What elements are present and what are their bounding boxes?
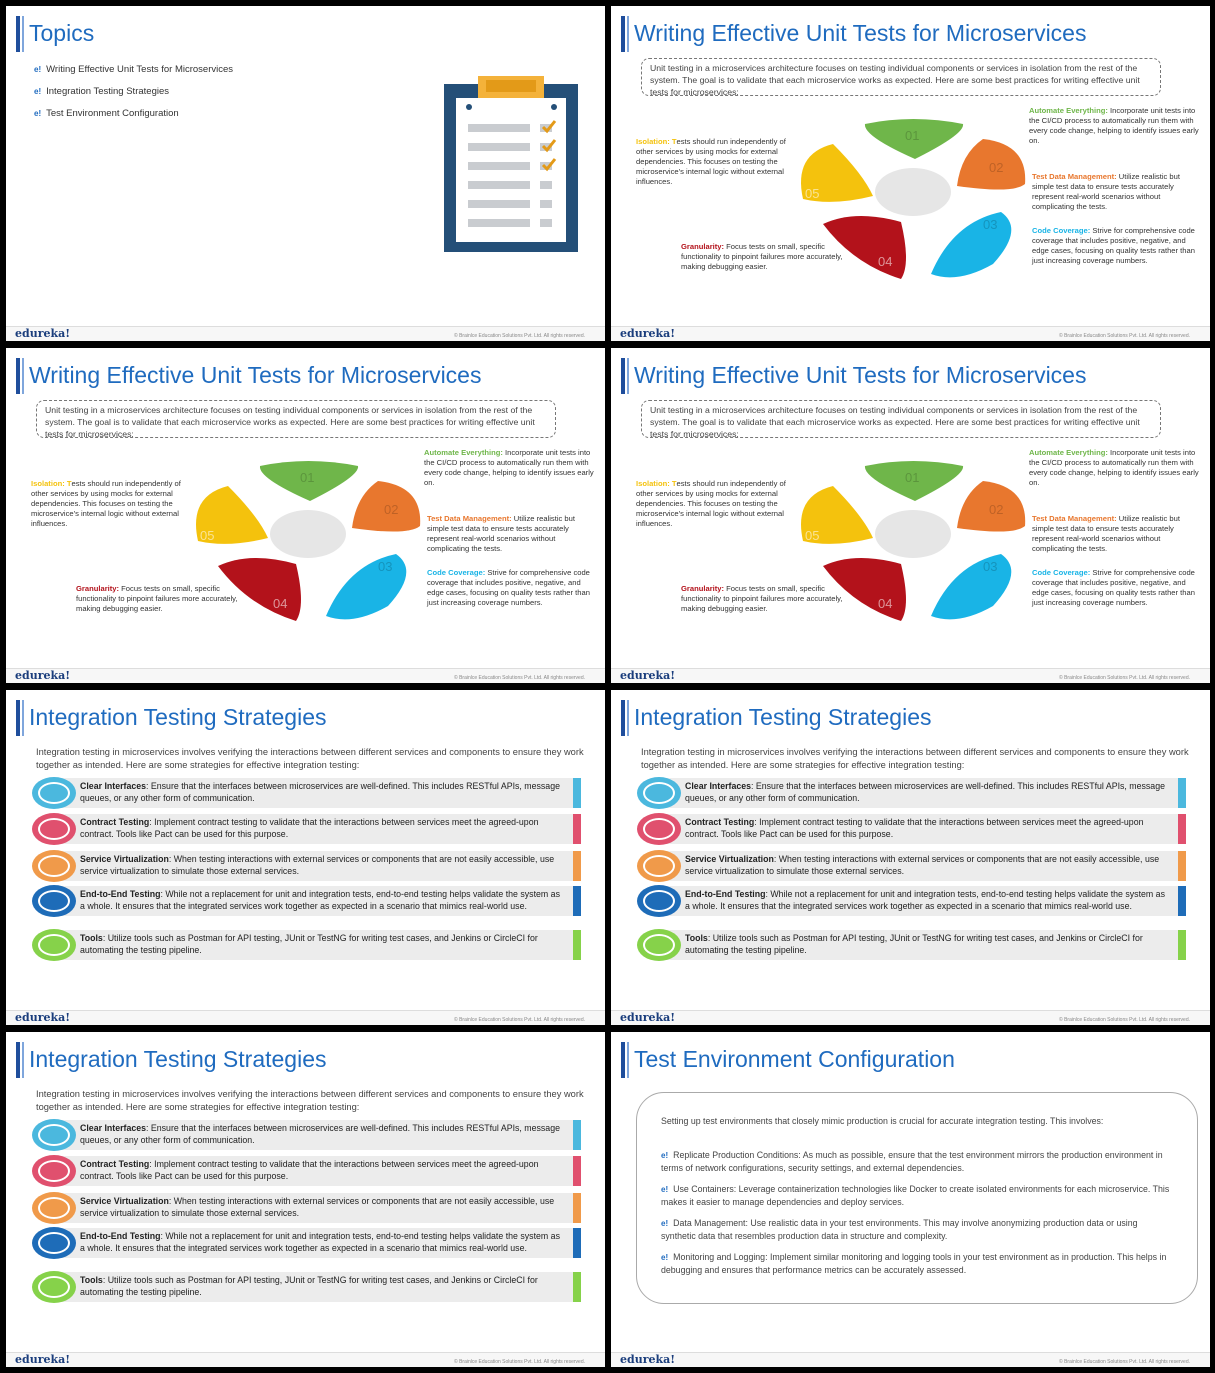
test-data-label: Test Data Management: Utilize realistic but simple test data to ensure tests accurately represent real-world scenarios without complicating the tests. xyxy=(1032,172,1180,211)
bullet-icon: e! xyxy=(661,1253,669,1262)
env-item: e! Monitoring and Logging: Implement similar monitoring and logging tools in your test environment as in production. This helps in debugging and ensures that performance metrics can be accurately assessed. xyxy=(661,1252,1167,1275)
ring-icon xyxy=(637,929,681,961)
petal-number: 03 xyxy=(983,559,998,574)
intro-text: Integration testing in microservices involves verifying the interactions between different services and components to ensure they work together as intended. Here are some strategies for effective integration testing: xyxy=(36,1089,584,1112)
env-item: e! Replicate Production Conditions: As much as possible, ensure that the test environment mirrors the production environment in terms of network configurations, security settings, and external dependencies. xyxy=(661,1150,1163,1173)
strategy-row xyxy=(32,928,581,962)
intro-box: Unit testing in a microservices architecture focuses on testing individual components or services in isolation from the rest of the system. The goal is to validate that each microservice works as expected. Here are some best practices for writing effective unit tests for microservices: xyxy=(36,400,556,438)
isolation-label: Isolation: Tests should run independently of other services by using mocks for external dependencies. This focuses on testing the microservice's internal logic without external influences. xyxy=(31,479,181,528)
ring-icon xyxy=(32,777,76,809)
petal-number: 01 xyxy=(300,470,315,485)
strategy-row xyxy=(32,1270,581,1304)
strategy-row xyxy=(32,884,581,918)
bullet-icon: e! xyxy=(34,87,42,96)
title-accent xyxy=(627,1042,629,1078)
petal-03 xyxy=(931,554,1011,619)
row-color-tab xyxy=(573,1272,581,1302)
strategy-text: Contract Testing: Implement contract testing to validate that the interactions between services meet the agreed-upon contract. Tools like Pact can be used for this purpose. xyxy=(80,817,539,839)
row-color-tab xyxy=(573,778,581,808)
copyright: © Brainlce Education Solutions Pvt. Ltd. All rights reserved. xyxy=(454,675,585,681)
edureka-logo: edureka! xyxy=(15,1353,71,1366)
copyright: © Brainlce Education Solutions Pvt. Ltd. All rights reserved. xyxy=(1059,675,1190,681)
title-accent xyxy=(22,358,24,394)
strategy-text: Contract Testing: Implement contract testing to validate that the interactions between services meet the agreed-upon contract. Tools like Pact can be used for this purpose. xyxy=(685,817,1144,839)
slide-test-environment[interactable] xyxy=(611,1032,1210,1367)
title-accent xyxy=(16,358,20,394)
footer xyxy=(6,668,605,683)
title-accent xyxy=(627,16,629,52)
intro-box: Unit testing in a microservices architecture focuses on testing individual components or services in isolation from the rest of the system. The goal is to validate that each microservice works as expected. Here are some best practices for writing effective unit tests for microservices: xyxy=(641,58,1161,96)
edureka-logo: edureka! xyxy=(15,327,71,340)
footer xyxy=(6,1352,605,1367)
petal-number: 01 xyxy=(905,470,920,485)
automate-label: Automate Everything: Incorporate unit tests into the CI/CD process to automatically run them with every code change, helping to identify issues early on. xyxy=(1029,448,1199,487)
copyright: © Brainlce Education Solutions Pvt. Ltd. All rights reserved. xyxy=(1059,1017,1190,1023)
strategy-text: Tools: Utilize tools such as Postman for API testing, JUnit or TestNG for writing test cases, and Jenkins or CircleCI for automating the testing pipeline. xyxy=(685,933,1143,955)
row-color-tab xyxy=(573,930,581,960)
strategy-row xyxy=(32,849,581,883)
copyright: © Brainlce Education Solutions Pvt. Ltd. All rights reserved. xyxy=(454,333,585,339)
strategy-row xyxy=(637,884,1186,918)
automate-label: Automate Everything: Incorporate unit tests into the CI/CD process to automatically run them with every code change, helping to identify issues early on. xyxy=(1029,106,1199,145)
copyright: © Brainlce Education Solutions Pvt. Ltd. All rights reserved. xyxy=(1059,333,1190,339)
petal-number: 01 xyxy=(905,128,920,143)
row-color-tab xyxy=(1178,930,1186,960)
strategy-row xyxy=(32,1118,581,1152)
slide-unit-tests[interactable] xyxy=(6,348,605,683)
slide-integration[interactable] xyxy=(611,690,1210,1025)
row-color-tab xyxy=(573,1193,581,1223)
petal-number: 04 xyxy=(878,596,893,611)
strategy-text: Service Virtualization: When testing interactions with external services or components that are not easily accessible, use service virtualization to simulate those external services. xyxy=(80,854,555,876)
granularity-label: Granularity: Focus tests on small, specific functionality to pinpoint failures more accurately, making debugging easier. xyxy=(76,584,238,613)
title-accent xyxy=(627,358,629,394)
coverage-label: Code Coverage: Strive for comprehensive code coverage that includes positive, negative, and edge cases, focusing on quality tests rather than just increasing coverage numbers. xyxy=(1032,226,1195,265)
ring-icon xyxy=(32,929,76,961)
test-data-label: Test Data Management: Utilize realistic but simple test data to ensure tests accurately represent real-world scenarios without complicating the tests. xyxy=(1032,514,1180,553)
title-accent xyxy=(22,1042,24,1078)
strategy-row xyxy=(32,812,581,846)
petal-number: 03 xyxy=(983,217,998,232)
ring-icon xyxy=(637,850,681,882)
title-accent xyxy=(621,1042,625,1078)
strategy-row xyxy=(637,776,1186,810)
edureka-logo: edureka! xyxy=(620,1353,676,1366)
coverage-label: Code Coverage: Strive for comprehensive code coverage that includes positive, negative, and edge cases, focusing on quality tests rather than just increasing coverage numbers. xyxy=(427,568,590,607)
title-accent xyxy=(621,16,625,52)
petal-number: 03 xyxy=(378,559,393,574)
petal-number: 02 xyxy=(989,502,1004,517)
title-accent xyxy=(22,16,24,52)
content-box xyxy=(636,1092,1198,1304)
ring-icon xyxy=(637,813,681,845)
footer xyxy=(611,1352,1210,1367)
title-accent xyxy=(16,1042,20,1078)
row-color-tab xyxy=(573,1228,581,1258)
slide-title: Test Environment Configuration xyxy=(634,1046,955,1072)
topic-item: e! Test Environment Configuration xyxy=(34,108,179,119)
topic-item: e! Integration Testing Strategies xyxy=(34,86,169,97)
ring-icon xyxy=(32,1155,76,1187)
row-color-tab xyxy=(1178,778,1186,808)
row-color-tab xyxy=(1178,886,1186,916)
intro-text: Integration testing in microservices involves verifying the interactions between different services and components to ensure they work together as intended. Here are some strategies for effective integration testing: xyxy=(641,747,1189,770)
petal-number: 04 xyxy=(273,596,288,611)
footer xyxy=(611,1010,1210,1025)
footer xyxy=(611,326,1210,341)
ring-icon xyxy=(32,1119,76,1151)
strategy-row xyxy=(32,1191,581,1225)
slide-topics[interactable] xyxy=(6,6,605,341)
strategy-row xyxy=(32,776,581,810)
title-accent xyxy=(22,700,24,736)
slide-title: Integration Testing Strategies xyxy=(29,704,327,730)
footer xyxy=(611,668,1210,683)
row-color-tab xyxy=(1178,851,1186,881)
slide-integration[interactable] xyxy=(6,1032,605,1367)
bullet-icon: e! xyxy=(34,109,42,118)
test-data-label: Test Data Management: Utilize realistic but simple test data to ensure tests accurately represent real-world scenarios without complicating the tests. xyxy=(427,514,575,553)
ring-icon xyxy=(32,885,76,917)
topic-item: e! Writing Effective Unit Tests for Microservices xyxy=(34,64,234,75)
strategy-row xyxy=(32,1154,581,1188)
strategy-row xyxy=(637,849,1186,883)
petal-03 xyxy=(931,212,1011,277)
edureka-logo: edureka! xyxy=(620,1011,676,1024)
footer xyxy=(6,1010,605,1025)
slide-title: Integration Testing Strategies xyxy=(634,704,932,730)
title-accent xyxy=(16,16,20,52)
row-color-tab xyxy=(573,886,581,916)
strategy-text: Tools: Utilize tools such as Postman for API testing, JUnit or TestNG for writing test cases, and Jenkins or CircleCI for automating the testing pipeline. xyxy=(80,1275,538,1297)
ring-icon xyxy=(32,850,76,882)
copyright: © Brainlce Education Solutions Pvt. Ltd. All rights reserved. xyxy=(1059,1359,1190,1365)
edureka-logo: edureka! xyxy=(15,1011,71,1024)
slide-unit-tests[interactable] xyxy=(611,348,1210,683)
strategy-text: End-to-End Testing: While not a replacement for unit and integration tests, end-to-end testing helps validate the system as a whole. It ensures that the integrated services work together as expected in a scenario that mimics real-world use. xyxy=(80,889,560,911)
strategy-text: Service Virtualization: When testing interactions with external services or components that are not easily accessible, use service virtualization to simulate those external services. xyxy=(80,1196,555,1218)
ring-icon xyxy=(32,1227,76,1259)
petal-number: 05 xyxy=(805,186,820,201)
strategy-text: Tools: Utilize tools such as Postman for API testing, JUnit or TestNG for writing test cases, and Jenkins or CircleCI for automating the testing pipeline. xyxy=(80,933,538,955)
slide-title: Integration Testing Strategies xyxy=(29,1046,327,1072)
strategy-text: Clear Interfaces: Ensure that the interfaces between microservices are well-defined. This includes RESTful APIs, message queues, or any other form of communication. xyxy=(685,781,1165,803)
slide-integration[interactable] xyxy=(6,690,605,1025)
title-accent xyxy=(627,700,629,736)
copyright: © Brainlce Education Solutions Pvt. Ltd. All rights reserved. xyxy=(454,1359,585,1365)
title-accent xyxy=(621,358,625,394)
granularity-label: Granularity: Focus tests on small, specific functionality to pinpoint failures more accurately, making debugging easier. xyxy=(681,584,843,613)
ring-icon xyxy=(32,1192,76,1224)
intro-text: Setting up test environments that closely mimic production is crucial for accurate integration testing. This involves: xyxy=(661,1116,1104,1126)
bullet-icon: e! xyxy=(661,1151,669,1160)
intro-box: Unit testing in a microservices architecture focuses on testing individual components or services in isolation from the rest of the system. The goal is to validate that each microservice works as expected. Here are some best practices for writing effective unit tests for microservices: xyxy=(641,400,1161,438)
edureka-logo: edureka! xyxy=(620,669,676,682)
slide-unit-tests[interactable] xyxy=(611,6,1210,341)
edureka-logo: edureka! xyxy=(15,669,71,682)
petal-number: 05 xyxy=(805,528,820,543)
coverage-label: Code Coverage: Strive for comprehensive code coverage that includes positive, negative, and edge cases, focusing on quality tests rather than just increasing coverage numbers. xyxy=(1032,568,1195,607)
env-item: e! Use Containers: Leverage containerization technologies like Docker to create isolated environments for each microservice. This makes it easier to manage dependencies and deploy services. xyxy=(661,1184,1170,1207)
row-color-tab xyxy=(1178,814,1186,844)
slide-title: Writing Effective Unit Tests for Microservices xyxy=(634,362,1087,388)
strategy-row xyxy=(637,928,1186,962)
strategy-text: End-to-End Testing: While not a replacement for unit and integration tests, end-to-end testing helps validate the system as a whole. It ensures that the integrated services work together as expected in a scenario that mimics real-world use. xyxy=(80,1231,560,1253)
edureka-logo: edureka! xyxy=(620,327,676,340)
petal-03 xyxy=(326,554,406,619)
strategy-row xyxy=(32,1226,581,1260)
petal-number: 04 xyxy=(878,254,893,269)
row-color-tab xyxy=(573,1120,581,1150)
clipboard-icon xyxy=(444,76,578,252)
petal-number: 02 xyxy=(989,160,1004,175)
bullet-icon: e! xyxy=(661,1185,669,1194)
bullet-icon: e! xyxy=(661,1219,669,1228)
env-item: e! Data Management: Use realistic data in your test environments. This may involve anonymizing production data or using synthetic data that resembles production data in structure and complexity. xyxy=(661,1218,1138,1241)
isolation-label: Isolation: Tests should run independently of other services by using mocks for external dependencies. This focuses on testing the microservice's internal logic without external influences. xyxy=(636,137,786,186)
ring-icon xyxy=(637,885,681,917)
petal-number: 05 xyxy=(200,528,215,543)
row-color-tab xyxy=(573,814,581,844)
footer xyxy=(6,326,605,341)
strategy-text: Clear Interfaces: Ensure that the interfaces between microservices are well-defined. This includes RESTful APIs, message queues, or any other form of communication. xyxy=(80,1123,560,1145)
bullet-icon: e! xyxy=(34,65,42,74)
row-color-tab xyxy=(573,851,581,881)
title-accent xyxy=(16,700,20,736)
isolation-label: Isolation: Tests should run independently of other services by using mocks for external dependencies. This focuses on testing the microservice's internal logic without external influences. xyxy=(636,479,786,528)
ring-icon xyxy=(32,813,76,845)
strategy-text: Service Virtualization: When testing interactions with external services or components that are not easily accessible, use service virtualization to simulate those external services. xyxy=(685,854,1160,876)
strategy-text: End-to-End Testing: While not a replacement for unit and integration tests, end-to-end testing helps validate the system as a whole. It ensures that the integrated services work together as expected in a scenario that mimics real-world use. xyxy=(685,889,1165,911)
automate-label: Automate Everything: Incorporate unit tests into the CI/CD process to automatically run them with every code change, helping to identify issues early on. xyxy=(424,448,594,487)
copyright: © Brainlce Education Solutions Pvt. Ltd. All rights reserved. xyxy=(454,1017,585,1023)
strategy-row xyxy=(637,812,1186,846)
petal-number: 02 xyxy=(384,502,399,517)
intro-text: Integration testing in microservices involves verifying the interactions between different services and components to ensure they work together as intended. Here are some strategies for effective integration testing: xyxy=(36,747,584,770)
slide-title: Writing Effective Unit Tests for Microservices xyxy=(634,20,1087,46)
ring-icon xyxy=(32,1271,76,1303)
strategy-text: Contract Testing: Implement contract testing to validate that the interactions between services meet the agreed-upon contract. Tools like Pact can be used for this purpose. xyxy=(80,1159,539,1181)
slide-title: Writing Effective Unit Tests for Microservices xyxy=(29,362,482,388)
granularity-label: Granularity: Focus tests on small, specific functionality to pinpoint failures more accurately, making debugging easier. xyxy=(681,242,843,271)
slide-title: Topics xyxy=(29,20,95,46)
title-accent xyxy=(621,700,625,736)
strategy-text: Clear Interfaces: Ensure that the interfaces between microservices are well-defined. This includes RESTful APIs, message queues, or any other form of communication. xyxy=(80,781,560,803)
row-color-tab xyxy=(573,1156,581,1186)
ring-icon xyxy=(637,777,681,809)
